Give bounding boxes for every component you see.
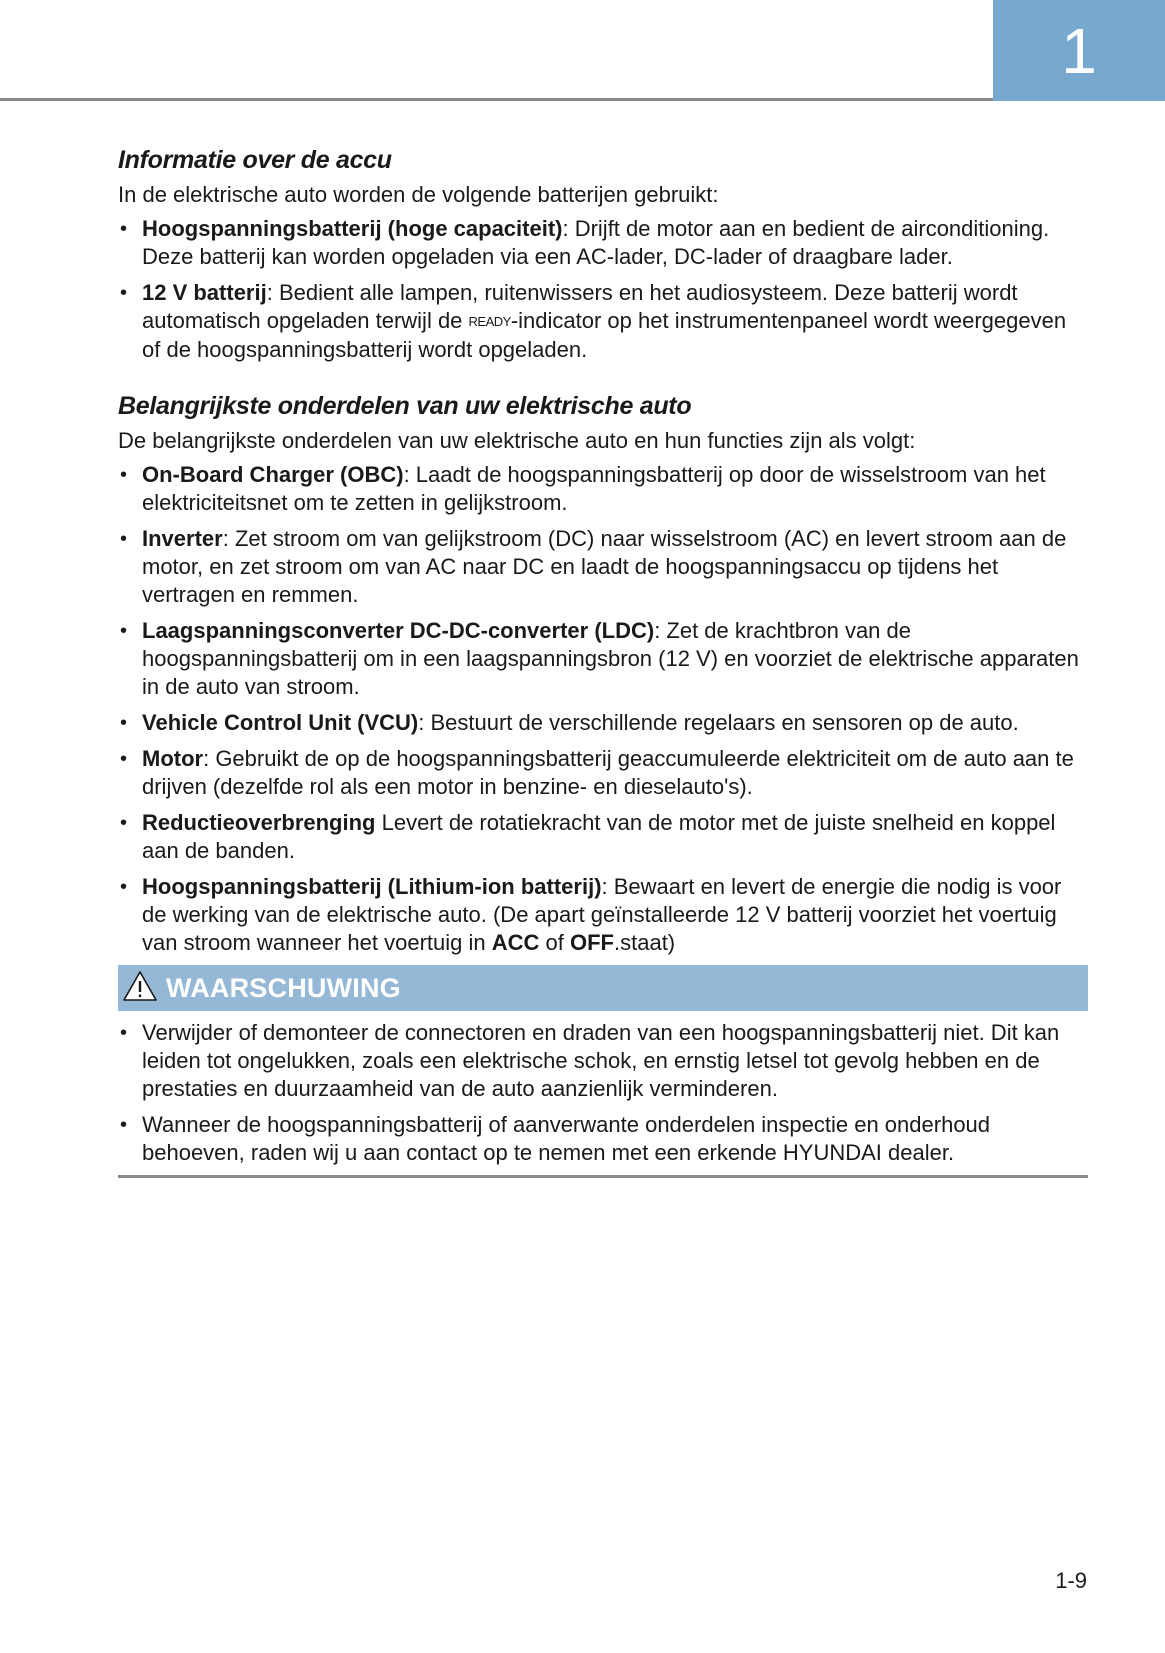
list-item [118,709,1088,737]
item-term: Vehicle Control Unit (VCU) [142,710,419,735]
battery-list [118,215,1088,364]
page-number: 1-9 [1055,1568,1087,1593]
item-bold: OFF [570,930,614,955]
item-text: of [539,930,570,955]
warning-triangle-icon [122,970,158,1007]
item-text: : Bewaart en levert de energie die nodig is voor de werking van de elektrische auto. (De apart geïnstalleerde 12 V batterij voorziet het voertuig van stroom wanneer het voertuig in [142,874,1062,955]
item-text: : Bedient alle lampen, ruitenwissers en het audiosysteem. Deze batterij wordt automatisch opgeladen terwijl de [142,280,1018,333]
section-title: Belangrijkste onderdelen van uw elektrische auto [118,392,692,420]
list-item: • Verwijder of demonteer de connectoren en draden van een hoogspanningsbatterij niet. Dit kan leiden tot ongelukken, zoals een elektrische schok, en ernstig letsel tot gevolg hebben en de prestaties en duurzaamheid van de auto aanzienlijk verminderen. [118,1019,1088,1103]
item-text: Levert de rotatiekracht van de motor met de juiste snelheid en koppel aan de banden. [142,810,1056,863]
list-item: • Wanneer de hoogspanningsbatterij of aanverwante onderdelen inspectie en onderhoud behoeven, raden wij u aan contact op te nemen met een erkende HYUNDAI dealer. [118,1111,1088,1167]
item-bold: ACC [491,930,540,955]
section-main-components [118,392,1088,957]
list-item [118,461,1088,517]
section-title: Informatie over de accu [118,146,392,174]
list-item [118,617,1088,701]
item-text: : Laadt de hoogspanningsbatterij op door de wisselstroom van het elektriciteitsnet om te zetten in gelijkstroom. [142,462,1046,515]
warning-list [118,1019,1088,1167]
components-list [118,461,1088,957]
ready-indicator-icon: READY [468,314,511,329]
chapter-number: 1 [1061,14,1097,87]
warning-title: WAARSCHUWING [166,972,401,1003]
item-term: Hoogspanningsbatterij (Lithium-ion batterij) [142,874,602,899]
warning-end-rule [118,1175,1088,1178]
item-term: Laagspanningsconverter DC-DC-converter (LDC) [142,618,655,643]
list-item [118,809,1088,865]
item-term: Motor [142,746,204,771]
list-item [118,279,1088,364]
item-term: 12 V batterij [142,280,267,305]
item-text: .staat) [614,930,676,955]
list-item [118,525,1088,609]
page-content [118,146,1088,1178]
section-battery-info [118,146,1088,364]
chapter-tab [993,0,1165,101]
item-text: : Gebruikt de op de hoogspanningsbatterij geaccumuleerde elektriciteit om de auto aan te drijven (dezelfde rol als een motor in benzine- en dieselauto's). [142,746,1074,799]
item-term: Inverter [142,526,223,551]
item-text: -indicator op het instrumentenpaneel wordt weergegeven of de hoogspanningsbatterij wordt opgeladen. [142,308,1067,362]
list-item [118,745,1088,801]
item-term: On-Board Charger (OBC) [142,462,404,487]
item-text: : Zet de krachtbron van de hoogspanningsbatterij om in een laagspanningsbron (12 V) en voorziet de elektrische apparaten in de auto van stroom. [142,618,1079,699]
header-rule [0,98,993,101]
list-item [118,873,1088,957]
item-term: Hoogspanningsbatterij (hoge capaciteit) [142,216,563,241]
item-text: : Zet stroom om van gelijkstroom (DC) naar wisselstroom (AC) en levert stroom aan de motor, en zet stroom om van AC naar DC en laadt de hoogspanningsaccu op tijdens het vertragen en remmen. [142,526,1067,607]
list-item [118,215,1088,271]
warning-banner [118,965,1088,1011]
item-term: Reductieoverbrenging [142,810,376,835]
section-intro: In de elektrische auto worden de volgende batterijen gebruikt: [118,182,719,207]
section-intro: De belangrijkste onderdelen van uw elektrische auto en hun functies zijn als volgt: [118,428,916,453]
item-text: : Drijft de motor aan en bedient de airconditioning. Deze batterij kan worden opgeladen via een AC-lader, DC-lader of draagbare lader. [142,216,1050,269]
item-text: : Bestuurt de verschillende regelaars en sensoren op de auto. [418,710,1019,735]
